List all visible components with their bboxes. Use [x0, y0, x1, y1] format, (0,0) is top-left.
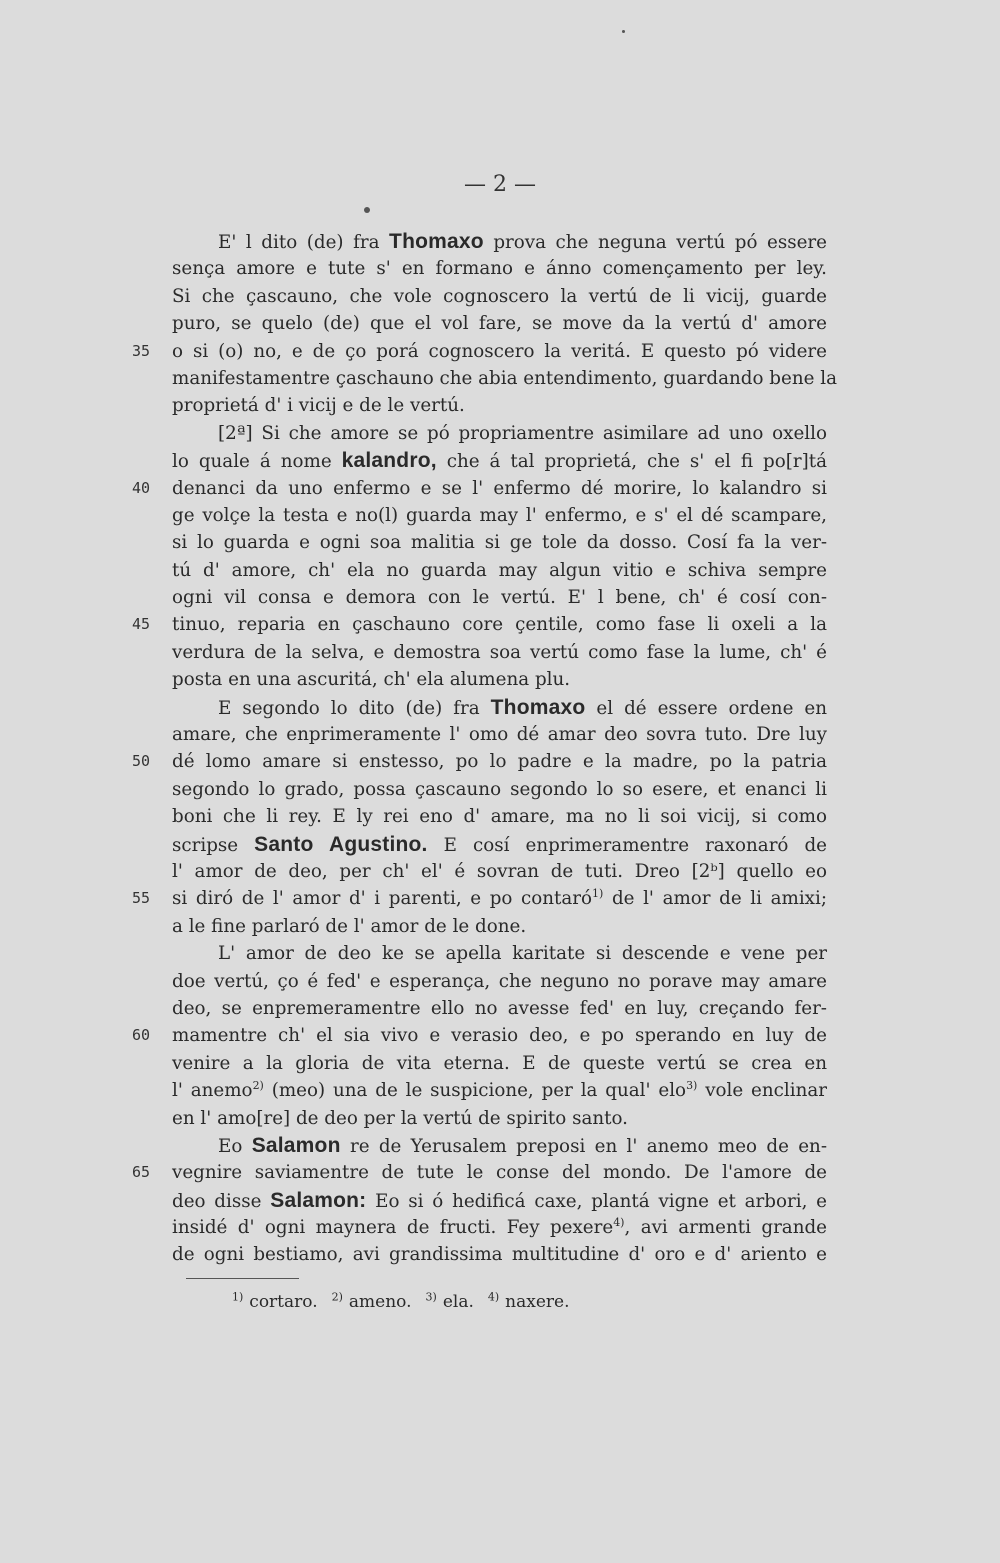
text-run: a le fine parlaró de l' amor de le done. [172, 915, 527, 937]
text-line [132, 475, 827, 502]
text-run: E segondo lo dito (de) fra [218, 697, 491, 719]
text-line [172, 447, 827, 474]
text-run: Si che çascauno, che vole cognoscero la vertú de li vicij, guarde [172, 285, 827, 307]
footnote-ref: 4) [613, 1215, 625, 1229]
text-run: si lo guarda e ogni soa malitia si ge tole da dosso. Cosí fa la ver- [172, 532, 827, 554]
text-run: verdura de la selva, e demostra soa vertú como fase la lume, ch' é [172, 641, 827, 663]
text-run: Eo [218, 1135, 252, 1157]
text-run: puro, se quelo (de) que el vol fare, se move da la vertú d' amore [172, 313, 827, 335]
text-run: vegnire saviamentre de tute le conse del mondo. De l'amore de [172, 1162, 827, 1184]
footnote-ref: 2) [252, 1079, 264, 1093]
text-line [172, 502, 827, 529]
text-run: en l' amo[re] de deo per la vertú de spirito santo. [172, 1107, 628, 1129]
text-line [172, 365, 837, 392]
text-line [172, 803, 827, 830]
text-run: L' amor de deo ke se apella karitate si descende e vene per [218, 943, 827, 965]
text-line [172, 858, 827, 885]
text-run: lo quale á nome [172, 451, 342, 473]
text-run: o si (o) no, e de ço porá cognoscero la veritá. E questo pó videre [172, 340, 827, 362]
footnote-mark: 3) [425, 1290, 437, 1304]
text-run: deo disse [172, 1190, 271, 1212]
text-line [172, 913, 827, 940]
footnote-text: ela. [442, 1292, 474, 1312]
footnote-ref: 3) [686, 1079, 698, 1093]
text-line [172, 310, 827, 337]
text-line [172, 529, 827, 556]
footnote-ref: 1) [592, 887, 604, 901]
text-line [172, 940, 827, 967]
text-line [172, 831, 827, 858]
text-line [132, 885, 827, 912]
text-run: vole enclinar [697, 1080, 827, 1102]
line-number: 60 [132, 1026, 151, 1045]
text-line [172, 694, 827, 721]
text-line [172, 776, 827, 803]
line-number: 50 [132, 752, 151, 771]
text-line [172, 721, 827, 748]
text-line [172, 1105, 827, 1132]
text-run: E' l dito (de) fra [218, 232, 390, 253]
text-run: posta en una ascuritá, ch' ela alumena plu. [172, 669, 571, 691]
text-run: mamentre ch' el sia vivo e verasio deo, e po sperando en luy de [172, 1025, 827, 1047]
text-line [172, 1241, 827, 1268]
proper-name: Santo Agustino. [254, 832, 428, 856]
text-run: E cosí enprimeramentre raxonaró de [427, 834, 827, 856]
text-line [132, 1022, 827, 1049]
ink-speck [622, 30, 625, 33]
text-run: sença amore e tute s' en formano e ánno començamento per ley. [172, 258, 827, 280]
footnote-text: ameno. [348, 1292, 412, 1312]
text-run: ge volçe la testa e no(l) guarda may l' enfermo, e s' el dé scampare, [172, 504, 827, 526]
text-run: tú d' amore, ch' ela no guarda may algun vitio e schiva sempre [172, 559, 827, 581]
text-line [172, 283, 827, 310]
footnote-rule [186, 1278, 299, 1279]
text-run: amare, che enprimeramente l' omo dé amar deo sovra tuto. Dre luy [172, 724, 827, 746]
footnote [332, 1292, 412, 1312]
text-run: boni che li rey. E ly rei eno d' amare, ma no li soi vicij, si como [172, 806, 827, 828]
text-run: proprietá d' i vicij e de le vertú. [172, 395, 465, 417]
footnote [426, 1292, 474, 1312]
text-line [172, 228, 827, 255]
proper-name: Salamon [251, 1133, 341, 1157]
text-line [172, 1132, 827, 1159]
text-run: scripse [172, 834, 255, 856]
text-run: tinuo, reparia en çaschauno core çentile, como fase li oxeli a la [172, 614, 827, 636]
text-run: si diró de l' amor d' i parenti, e po contaró [172, 888, 593, 910]
text-line [172, 968, 827, 995]
text-run: (meo) una de le suspicione, per la qual' elo [263, 1080, 687, 1102]
text-run: el dé essere ordene en [585, 697, 827, 719]
text-run: re de Yerusalem preposi en l' anemo meo de en- [340, 1135, 827, 1157]
text-run: [2ª] Si che amore se pó propriamentre asimilare ad uno oxello [218, 422, 827, 444]
proper-name: Salamon: [270, 1188, 367, 1212]
text-run: doe vertú, ço é fed' e esperança, che neguno no porave may amare [172, 970, 827, 992]
footnote [232, 1292, 318, 1312]
text-line [172, 557, 827, 584]
line-number: 45 [132, 615, 151, 634]
text-run: , avi armenti grande [624, 1217, 827, 1239]
text-line [172, 995, 827, 1022]
footnote-mark: 2) [331, 1290, 343, 1304]
proper-name: Thomaxo [490, 695, 586, 719]
text-line [172, 584, 827, 611]
proper-name: Thomaxo [389, 230, 484, 253]
text-run: segondo lo grado, possa çascauno segondo lo so esere, et enanci li [172, 778, 827, 800]
page-number: — 2 — [464, 172, 536, 197]
text-run: venire a la gloria de vita eterna. E de queste vertú se crea en [172, 1052, 827, 1074]
footnote-mark: 1) [232, 1290, 244, 1304]
text-run: ogni vil consa e demora con le vertú. E' l bene, ch' é cosí con- [172, 587, 827, 609]
text-run: insidé d' ogni maynera de fructi. Fey pexere [172, 1217, 614, 1239]
footnote-text: naxere. [505, 1292, 570, 1312]
text-run: Eo si ó hedificá caxe, plantá vigne et arbori, e [366, 1190, 827, 1212]
text-run: che á tal proprietá, che s' el fi po[r]tá [436, 451, 827, 473]
text-line [132, 748, 827, 775]
proper-name: kalandro, [341, 449, 437, 473]
footnote [488, 1292, 570, 1312]
text-line [172, 1050, 827, 1077]
line-number: 55 [132, 889, 151, 908]
text-line [172, 1214, 827, 1241]
footnotes [232, 1292, 584, 1312]
text-run: dé lomo amare si enstesso, po lo padre e la madre, po la patria [172, 751, 827, 773]
text-run: de ogni bestiamo, avi grandissima multitudine d' oro e d' ariento e [172, 1244, 827, 1266]
line-number: 40 [132, 478, 151, 497]
line-number: 65 [132, 1163, 151, 1182]
text-line [172, 666, 827, 693]
body-text [132, 228, 837, 1269]
text-line [172, 1077, 827, 1104]
text-run: de l' amor de li amixi; [603, 888, 827, 910]
text-run: denanci da uno enfermo e se l' enfermo dé morire, lo kalandro si [172, 477, 827, 499]
text-line [172, 420, 827, 447]
text-line [132, 1159, 827, 1186]
text-run: deo, se enpremeramentre ello no avesse fed' en luy, creçando fer- [172, 997, 827, 1019]
text-run: l' anemo [172, 1080, 253, 1102]
text-run: l' amor de deo, per ch' el' é sovran de tuti. Dreo [2ᵇ] quello eo [172, 860, 827, 882]
text-line [172, 639, 827, 666]
text-run: manifestamentre çaschauno che abia entendimento, guardando bene la [172, 367, 837, 389]
text-line [172, 255, 827, 282]
footnote-text: cortaro. [249, 1292, 318, 1312]
text-line [172, 392, 827, 419]
line-number: 35 [132, 341, 151, 360]
footnote-mark: 4) [487, 1290, 500, 1304]
ink-speck [364, 207, 370, 213]
text-line [172, 1187, 827, 1214]
text-line [132, 338, 827, 365]
text-line [132, 611, 827, 638]
text-run: prova che neguna vertú pó essere [483, 232, 827, 253]
